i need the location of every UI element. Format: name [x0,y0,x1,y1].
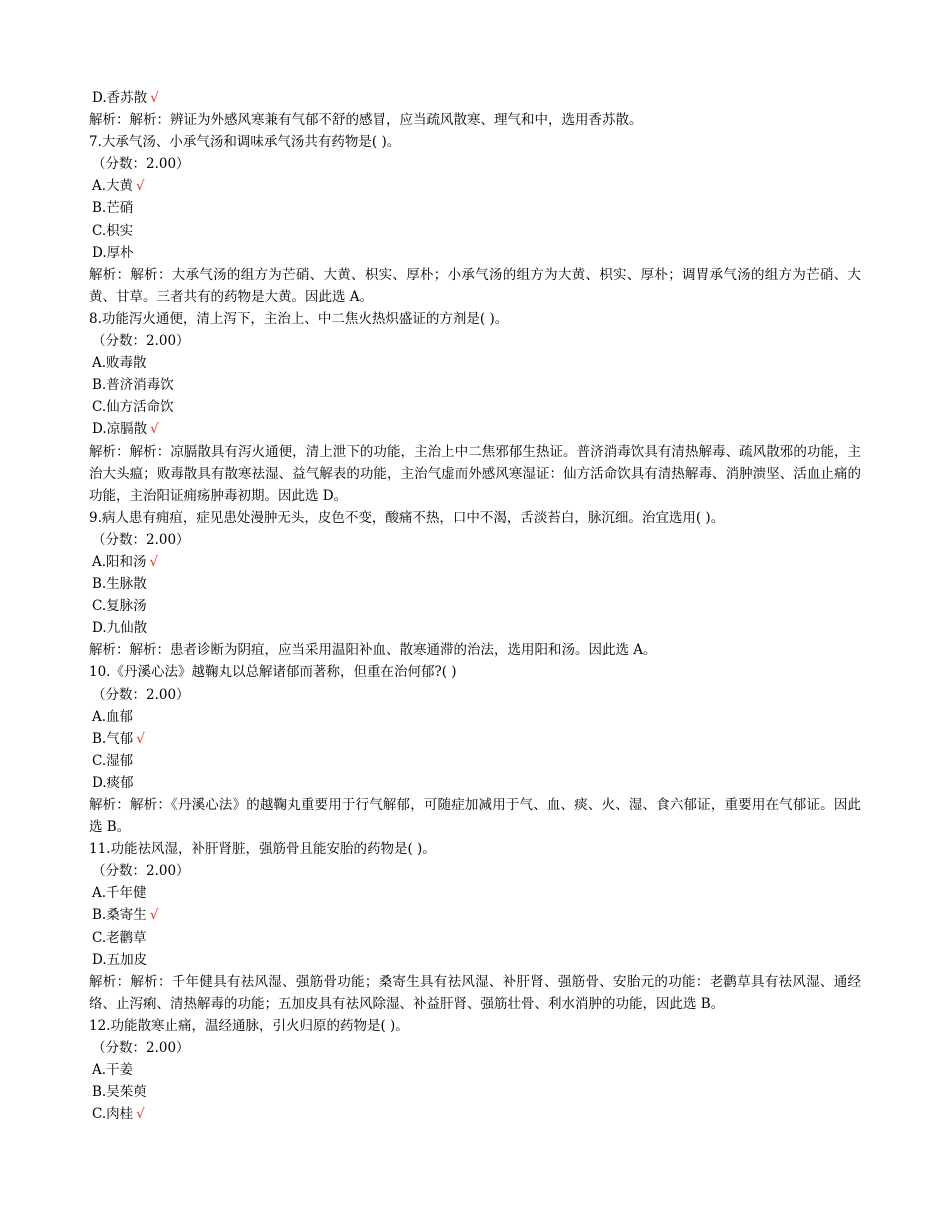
question-text: 11.功能祛风湿，补肝肾脏，强筋骨且能安胎的药物是( )。 [89,841,436,858]
option-text: B.芒硝 [92,200,134,217]
answer-option-correct [89,551,861,573]
option-text: B.普济消毒饮 [92,377,174,394]
option-text: C.仙方活命饮 [92,399,174,416]
question-score [89,1037,861,1059]
correct-check-icon: √ [136,178,145,195]
option-text: D.九仙散 [92,620,148,637]
correct-check-icon: √ [149,553,159,570]
question-stem [89,131,861,153]
score-text: （分数：2.00） [92,863,190,880]
answer-option-correct [89,175,861,197]
question-stem [89,507,861,529]
option-text: C.复脉汤 [92,598,147,615]
document-body [89,87,861,1125]
option-text: D.香苏散 [92,90,148,106]
score-text: （分数：2.00） [92,156,190,173]
question-score [89,330,861,352]
answer-option [89,617,861,639]
question-text: 7.大承气汤、小承气汤和调味承气汤共有药物是( )。 [89,134,401,151]
question-stem [89,1015,861,1037]
answer-option [89,750,861,772]
score-text: （分数：2.00） [92,531,190,548]
score-text: （分数：2.00） [92,1040,190,1057]
option-text: B.气郁 [92,730,134,747]
answer-explanation [89,264,861,308]
answer-option [89,197,861,219]
expl-text: 解析：解析：《丹溪心法》的越鞠丸重要用于行气解郁，可随症加减用于气、血、痰、火、湿、食六郁证，重要用在气郁证。因此选 B。 [89,797,861,836]
question-score [89,153,861,175]
option-text: D.痰郁 [92,774,134,791]
answer-explanation [89,109,861,131]
answer-option [89,949,861,971]
answer-option [89,396,861,418]
score-text: （分数：2.00） [92,333,190,350]
option-text: C.肉桂 [92,1106,134,1123]
option-text: B.吴茱萸 [92,1084,147,1101]
answer-option [89,927,861,949]
expl-text: 解析：解析：大承气汤的组方为芒硝、大黄、枳实、厚朴；小承气汤的组方为大黄、枳实、厚朴；调胃承气汤的组方为芒硝、大黄、甘草。三者共有的药物是大黄。因此选 A。 [89,266,861,305]
expl-text: 解析：解析：患者诊断为阴疽，应当采用温阳补血、散寒通滞的治法，选用阳和汤。因此选 A。 [89,642,657,659]
correct-check-icon: √ [136,730,145,747]
expl-text: 解析：解析：千年健具有祛风湿、强筋骨功能；桑寄生具有祛风湿、补肝肾、强筋骨、安胎元的功能：老鹳草具有祛风湿、通经络、止泻痢、清热解毒的功能；五加皮具有祛风除湿、补益肝肾、强筋壮骨、利水消肿的功能，因此选 B。 [89,973,861,1012]
correct-check-icon: √ [136,1106,145,1123]
answer-option-correct [89,418,861,440]
answer-option [89,352,861,374]
question-score [89,860,861,882]
answer-explanation [89,794,861,838]
option-text: A.干姜 [92,1062,134,1079]
answer-option-correct [89,1103,861,1125]
answer-option [89,1059,861,1081]
correct-check-icon: √ [149,907,159,924]
expl-text: 解析：解析：辨证为外感风寒兼有气郁不舒的感冒，应当疏风散寒、理气和中，选用香苏散。 [89,112,643,129]
question-score [89,529,861,551]
option-text: A.败毒散 [92,355,147,372]
option-text: A.血郁 [92,708,134,725]
option-text: A.大黄 [92,178,134,195]
answer-explanation [89,971,861,1015]
option-text: D.凉膈散 [92,421,148,438]
answer-option-correct [89,904,861,926]
answer-option [89,772,861,794]
question-text: 9.病人患有痈疽，症见患处漫肿无头，皮色不变，酸痛不热，口中不渴，舌淡苔白，脉沉细。治宜选用( )。 [89,509,725,526]
answer-option-correct [89,728,861,750]
question-stem [89,661,861,683]
correct-check-icon: √ [150,90,159,106]
answer-explanation [89,441,861,507]
correct-check-icon: √ [150,421,159,438]
question-score [89,684,861,706]
answer-option [89,1081,861,1103]
answer-option [89,595,861,617]
answer-explanation [89,639,861,661]
option-text: C.湿郁 [92,752,134,769]
option-text: B.生脉散 [92,576,147,593]
answer-option [89,374,861,396]
option-text: C.老鹳草 [92,929,147,946]
score-text: （分数：2.00） [92,686,190,703]
question-text: 8.功能泻火通便，清上泻下，主治上、中二焦火热炽盛证的方剂是( )。 [89,310,509,327]
option-text: D.五加皮 [92,951,148,968]
question-text: 10.《丹溪心法》越鞠丸以总解诸郁而著称，但重在治何郁?( ) [89,664,457,681]
option-text: C.枳实 [92,222,134,239]
question-stem [89,308,861,330]
option-text: B.桑寄生 [92,907,147,924]
question-text: 12.功能散寒止痛，温经通脉，引火归原的药物是( )。 [89,1017,409,1034]
option-text: A.千年健 [92,885,147,902]
option-text: D.厚朴 [92,244,134,261]
answer-option [89,573,861,595]
answer-option-correct [89,87,861,109]
expl-text: 解析：解析：凉膈散具有泻火通便，清上泄下的功能，主治上中二焦邪郁生热证。普济消毒饮具有清热解毒、疏风散邪的功能，主治大头瘟；败毒散具有散寒祛湿、益气解表的功能，主治气虚而外感风寒湿证：仙方活命饮具有清热解毒、消肿溃坚、活血止痛的功能，主治阳证痈疡肿毒初期。因此选 D。 [89,443,861,504]
answer-option [89,242,861,264]
answer-option [89,706,861,728]
answer-option [89,882,861,904]
option-text: A.阳和汤 [92,553,147,570]
question-stem [89,838,861,860]
answer-option [89,220,861,242]
